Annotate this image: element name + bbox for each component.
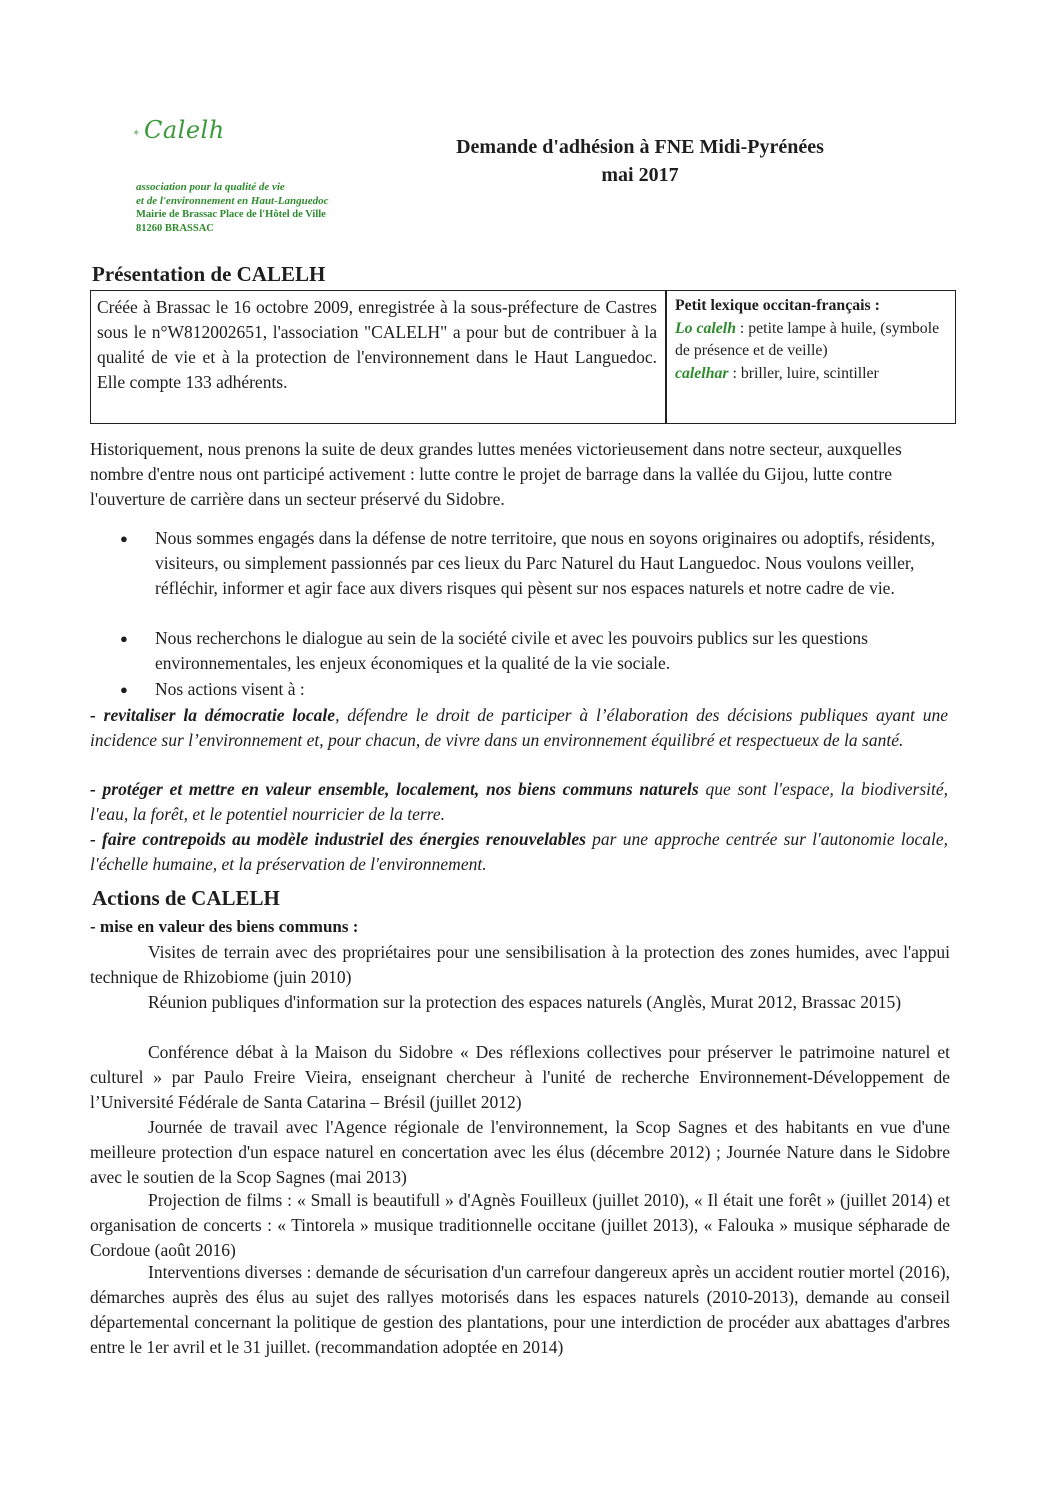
history-paragraph: Historiquement, nous prenons la suite de deux grandes luttes menées victorieusement dans notre secteur, auxquelles nombre d'entre nous ont participé activement : lutte contre le projet de barrage dans la vallée du Gijou, lutte contre l'ouverture de carrière dans un secteur préservé du Sidobre. — [90, 439, 902, 509]
aim-lead: - faire contrepoids au modèle industriel des énergies renouvelables — [90, 829, 586, 849]
assoc-line-4: 81260 BRASSAC — [136, 223, 214, 234]
assoc-line-2: et de l'environnement en Haut-Languedoc — [136, 195, 329, 207]
aim-lead: - revitaliser la démocratie locale — [90, 705, 336, 725]
aim-lead: - protéger et mettre en valeur ensemble, localement, nos biens communs naturels — [90, 779, 699, 799]
action-item: Interventions diverses : demande de sécurisation d'un carrefour dangereux après un accident routier mortel (2016), démarches auprès des élus au sujet des rallyes motorisés dans les espaces naturels (2010-2013), demande au conseil départemental concernant la politique de gestion des plantations, pour une interdiction de procéder aux abattages d'arbres entre le 1er avril et le 31 juillet. (recommandation adoptée en 2014) — [90, 1262, 950, 1357]
lexicon-term-1: Lo calelh — [675, 319, 736, 337]
action-item: Visites de terrain avec des propriétaires pour une sensibilisation à la protection des zones humides, avec l'appui technique de Rhizobiome (juin 2010) — [90, 942, 950, 987]
association-address — [136, 180, 436, 236]
action-item: Projection de films : « Small is beautifull » d'Agnès Fouilleux (juillet 2010), « Il était une forêt » (juillet 2014) et organisation de concerts : « Tintorela » musique traditionnelle occitane (juillet 2013), « Falouka » musique sépharade de Cordoue (août 2016) — [90, 1190, 950, 1260]
presentation-text: Créée à Brassac le 16 octobre 2009, enregistrée à la sous-préfecture de Castres sous le n°W812002651, l'association "CALELH" a pour but de contribuer à la qualité de vie et à la protection de l'environnement dans le Haut Languedoc. Elle compte 133 adhérents. — [97, 297, 657, 392]
document-title — [400, 133, 880, 189]
lexicon-entry-1 — [675, 318, 951, 363]
lexicon-def-2: : briller, luire, scintiller — [728, 364, 879, 382]
bullet-icon: ● — [120, 531, 128, 546]
bullet-icon: ● — [120, 631, 128, 646]
lexicon — [675, 295, 951, 385]
aim-text: , défendre le droit de participer à l’élaboration des décisions publiques ayant une incidence sur l’environnement et, pour chacun, de vivre dans un environnement équilibré et respectueux de la santé. — [90, 705, 948, 750]
bullet-item: Nous sommes engagés dans la défense de notre territoire, que nous en soyons originaires ou adoptifs, résidents, visiteurs, ou simplement passionnés par ces lieux du Parc Naturel du Haut Languedoc. Nous voulons veiller, réfléchir, informer et agir face aux divers risques qui pèsent sur nos espaces naturels et notre cadre de vie. — [155, 528, 936, 598]
bullet-item: Nos actions visent à : — [155, 679, 305, 699]
title-line-2: mai 2017 — [601, 164, 679, 186]
assoc-line-3: Mairie de Brassac Place de l'Hôtel de Ville — [136, 209, 326, 220]
calelh-logo — [132, 112, 242, 162]
aim-paragraph — [90, 777, 948, 827]
actions-heading: Actions de CALELH — [92, 886, 280, 910]
logo-mark-icon: ✦ — [132, 128, 141, 139]
bullet-item: Nous recherchons le dialogue au sein de la société civile et avec les pouvoirs publics sur les questions environnementales, les enjeux économiques et la qualité de la vie sociale. — [155, 628, 868, 673]
lexicon-term-2: calelhar — [675, 364, 729, 382]
lexicon-title: Petit lexique occitan-français : — [675, 297, 880, 314]
bullet-icon: ● — [120, 682, 128, 697]
action-item: Conférence débat à la Maison du Sidobre « Des réflexions collectives pour préserver le patrimoine naturel et culturel » par Paulo Freire Vieira, enseignant chercheur à l'unité de recherche Environnement-Développement de l’Université Fédérale de Santa Catarina – Brésil (juillet 2012) — [90, 1042, 950, 1112]
assoc-line-1: association pour la qualité de vie — [136, 181, 285, 193]
actions-subheading: - mise en valeur des biens communs : — [90, 917, 359, 936]
lexicon-entry-2 — [675, 363, 951, 386]
aim-paragraph — [90, 703, 948, 753]
lexicon-def-1: : petite lampe à huile, (symbole de présence et de veille) — [675, 319, 940, 359]
aim-text: que sont l'espace, la biodiversité, l'eau, la forêt, et le potentiel nourricier de la terre. — [90, 779, 948, 824]
logo-text: Calelh — [144, 116, 225, 144]
aim-paragraph — [90, 827, 948, 877]
table-divider — [665, 291, 667, 423]
action-item: Réunion publiques d'information sur la protection des espaces naturels (Anglès, Murat 2012, Brassac 2015) — [148, 992, 902, 1012]
title-line-1: Demande d'adhésion à FNE Midi-Pyrénées — [456, 136, 824, 158]
action-item: Journée de travail avec l'Agence régionale de l'environnement, la Scop Sagnes et des habitants en vue d'une meilleure protection d'un espace naturel en concertation avec les élus (décembre 2012) ; Journée Nature dans le Sidobre avec le soutien de la Scop Sagnes (mai 2013) — [90, 1117, 950, 1187]
aim-text: par une approche centrée sur l'autonomie locale, l'échelle humaine, et la préservation de l'environnement. — [90, 829, 948, 874]
presentation-box — [90, 290, 956, 424]
presentation-heading: Présentation de CALELH — [92, 262, 326, 286]
